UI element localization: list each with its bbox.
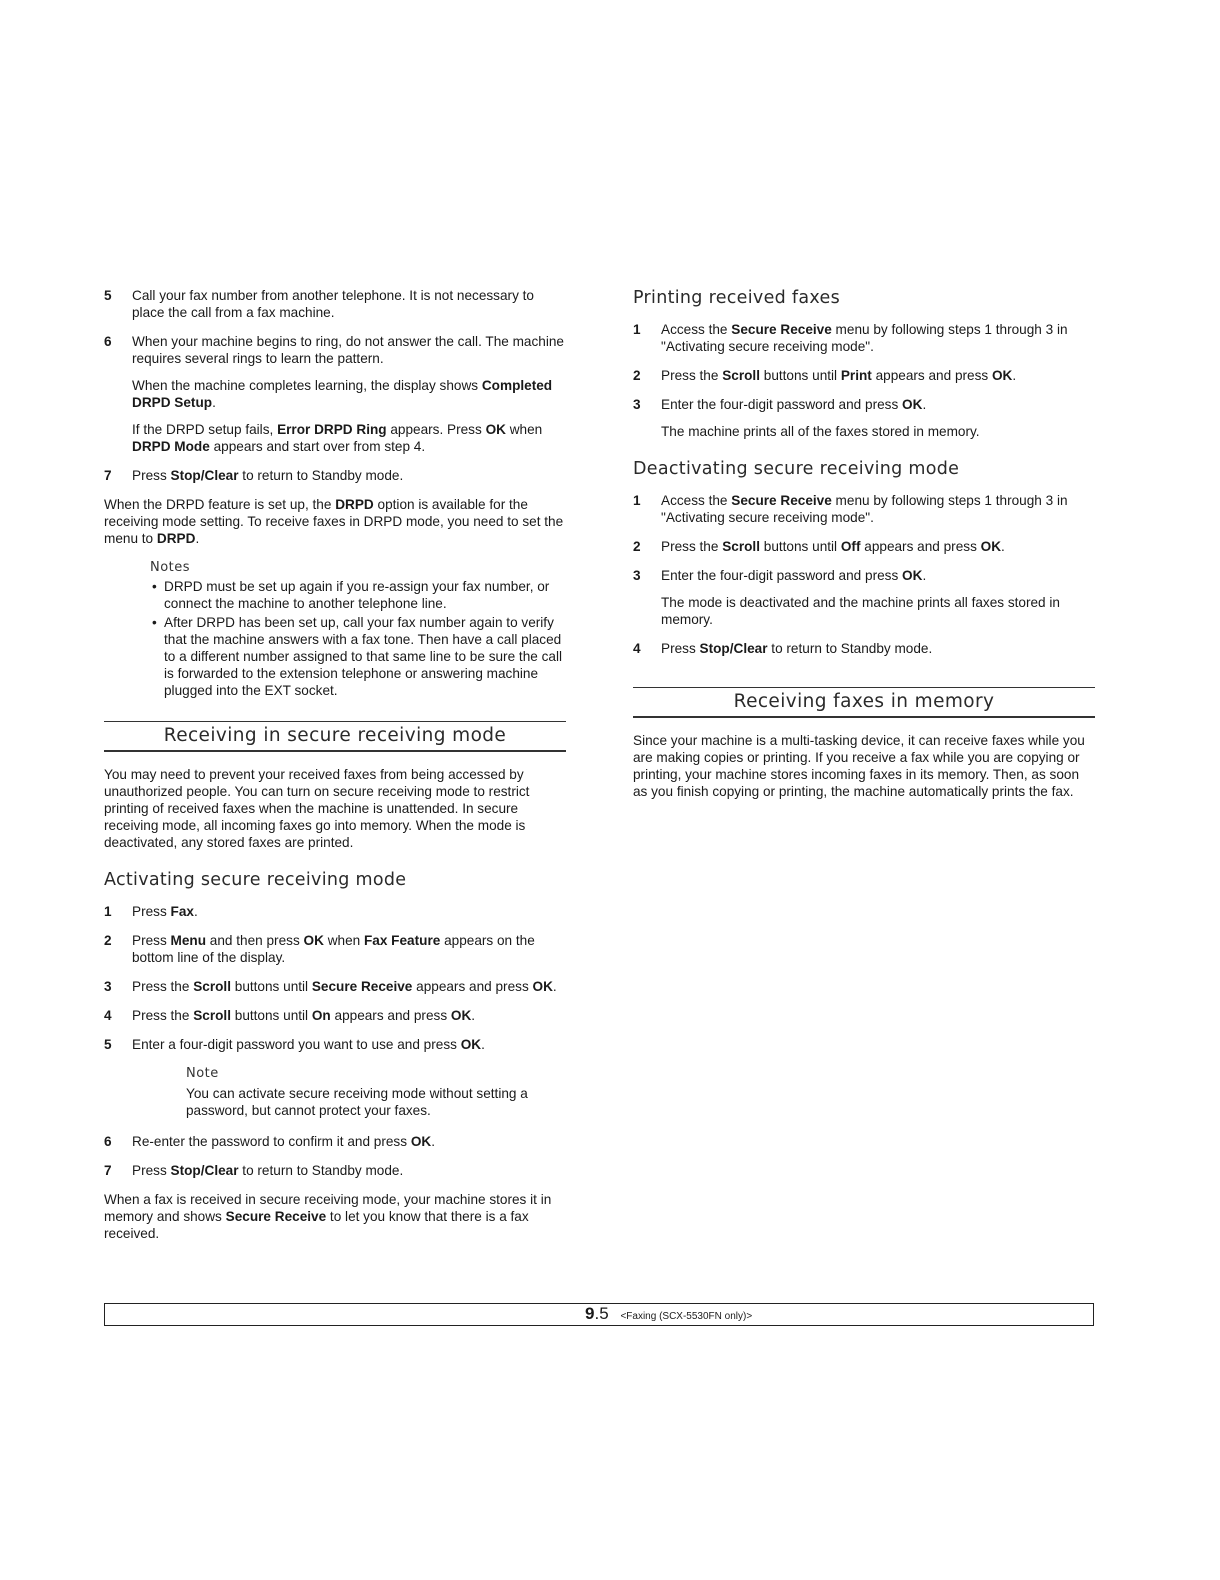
step-number: 2 xyxy=(633,539,641,554)
secure-closing-paragraph: When a fax is received in secure receiving mode, your machine stores it in memory and shows Secure Receive to let you know that there is a fax received. xyxy=(104,1192,552,1241)
note-item: • After DRPD has been set up, call your fax number again to verify that the machine answers with a fax tone. Then have a call placed to a different number assigned to that same line to be sure the call is forwarded to the extension telephone or answering machine plugged into the EXT socket. xyxy=(150,614,566,699)
step-text: When your machine begins to ring, do not answer the call. The machine requires several rings to learn the pattern. xyxy=(132,334,564,366)
deactivate-step-4 xyxy=(633,640,1095,657)
step-6-completed-note: When the machine completes learning, the display shows Completed DRPD Setup. xyxy=(132,378,553,410)
activate-step-2 xyxy=(104,932,566,966)
step-text: Call your fax number from another telephone. It is not necessary to place the call from a fax machine. xyxy=(132,288,534,320)
deactivate-step-3 xyxy=(633,567,1095,628)
print-step-1 xyxy=(633,321,1095,355)
chapter-label: <Faxing (SCX-5530FN only)> xyxy=(620,1311,753,1322)
step-number: 3 xyxy=(633,568,641,583)
step-subtext: The machine prints all of the faxes stored in memory. xyxy=(661,424,980,439)
step-text: Enter a four-digit password you want to use and press OK. xyxy=(132,1037,485,1052)
step-text: Press Stop/Clear to return to Standby mode. xyxy=(132,1163,404,1178)
note-item: • DRPD must be set up again if you re-assign your fax number, or connect the machine to another telephone line. xyxy=(150,578,566,612)
step-number: 5 xyxy=(104,288,112,303)
heading-deactivating: Deactivating secure receiving mode xyxy=(633,459,960,479)
page-footer xyxy=(104,1303,1094,1326)
heading-activating: Activating secure receiving mode xyxy=(104,870,407,890)
step-text: Enter the four-digit password and press OK. xyxy=(661,568,927,583)
right-column xyxy=(633,287,1095,812)
note-text: You can activate secure receiving mode without setting a password, but cannot protect your faxes. xyxy=(186,1086,528,1118)
step-text: Press the Scroll buttons until Secure Receive appears and press OK. xyxy=(132,979,557,994)
activate-step-6 xyxy=(104,1133,566,1150)
drpd-notes xyxy=(150,559,566,699)
step-text: Enter the four-digit password and press OK. xyxy=(661,397,927,412)
notes-title: Notes xyxy=(150,560,191,575)
left-column xyxy=(104,287,566,1254)
heading-printing: Printing received faxes xyxy=(633,288,840,308)
memory-paragraph: Since your machine is a multi-tasking device, it can receive faxes while you are making copies or printing. If you receive a fax while you are copying or printing, your machine stores incoming faxes in its memory. Then, as soon as you finish copying or printing, the machine automatically prints the fax. xyxy=(633,733,1085,799)
print-step-2 xyxy=(633,367,1095,384)
note-title: Note xyxy=(186,1066,219,1081)
step-number: 3 xyxy=(633,397,641,412)
step-text: Press Stop/Clear to return to Standby mode. xyxy=(132,468,404,483)
deactivate-step-1 xyxy=(633,492,1095,526)
step-text: Press Menu and then press OK when Fax Feature appears on the bottom line of the display. xyxy=(132,933,535,965)
step-text: Press the Scroll buttons until Off appears and press OK. xyxy=(661,539,1005,554)
password-note xyxy=(186,1065,566,1119)
step-text: Access the Secure Receive menu by following steps 1 through 3 in "Activating secure receiving mode". xyxy=(661,493,1068,525)
step-number: 1 xyxy=(633,322,641,337)
step-text: Access the Secure Receive menu by following steps 1 through 3 in "Activating secure receiving mode". xyxy=(661,322,1068,354)
step-text: Press the Scroll buttons until Print appears and press OK. xyxy=(661,368,1017,383)
step-text: Press the Scroll buttons until On appears and press OK. xyxy=(132,1008,476,1023)
section-title-secure-receiving: Receiving in secure receiving mode xyxy=(104,721,566,752)
step-number: 5 xyxy=(104,1037,112,1052)
step-number: 2 xyxy=(633,368,641,383)
drpd-paragraph: When the DRPD feature is set up, the DRPD option is available for the receiving mode setting. To receive faxes in DRPD mode, you need to set the menu to DRPD. xyxy=(104,497,564,546)
footer-text xyxy=(585,1305,752,1325)
step-number: 2 xyxy=(104,933,112,948)
activate-step-1 xyxy=(104,903,566,920)
step-6-ring xyxy=(104,333,566,455)
page-number: 9.5 xyxy=(585,1304,609,1323)
step-number: 4 xyxy=(104,1008,112,1023)
activate-step-7 xyxy=(104,1162,566,1179)
step-number: 1 xyxy=(104,904,112,919)
step-number: 7 xyxy=(104,468,112,483)
step-number: 6 xyxy=(104,1134,112,1149)
activate-step-5 xyxy=(104,1036,566,1053)
step-text: Press Stop/Clear to return to Standby mode. xyxy=(661,641,933,656)
step-number: 7 xyxy=(104,1163,112,1178)
step-subtext: The mode is deactivated and the machine prints all faxes stored in memory. xyxy=(661,595,1060,627)
step-text: Re-enter the password to confirm it and press OK. xyxy=(132,1134,435,1149)
step-text: Press Fax. xyxy=(132,904,198,919)
deactivate-step-2 xyxy=(633,538,1095,555)
secure-intro-paragraph: You may need to prevent your received faxes from being accessed by unauthorized people. You can turn on secure receiving mode to restrict printing of received faxes when the machine is unattended. In secure receiving mode, all incoming faxes go into memory. When the mode is deactivated, any stored faxes are printed. xyxy=(104,767,530,850)
activate-step-3 xyxy=(104,978,566,995)
step-7-stop-clear xyxy=(104,467,566,484)
print-step-3 xyxy=(633,396,1095,440)
step-number: 3 xyxy=(104,979,112,994)
step-number: 6 xyxy=(104,334,112,349)
step-5-call-fax xyxy=(104,287,566,321)
step-6-fail-note: If the DRPD setup fails, Error DRPD Ring appears. Press OK when DRPD Mode appears and start over from step 4. xyxy=(132,422,543,454)
step-number: 4 xyxy=(633,641,641,656)
step-number: 1 xyxy=(633,493,641,508)
section-title-memory: Receiving faxes in memory xyxy=(633,687,1095,718)
activate-step-4 xyxy=(104,1007,566,1024)
